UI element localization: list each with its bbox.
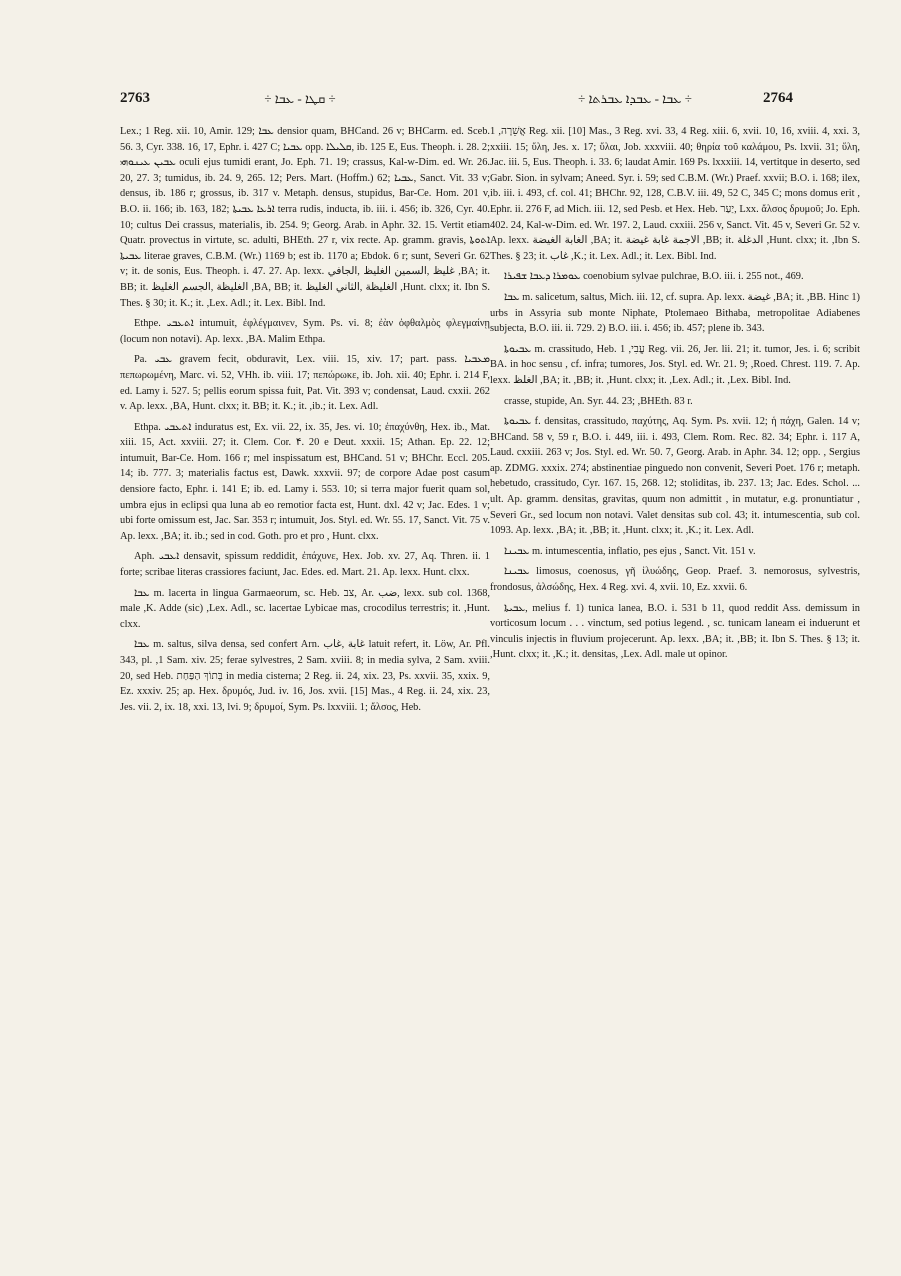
left-running-head: ÷ ܩܛܐ - ܥܒܐ ÷ xyxy=(264,91,336,106)
page-header xyxy=(0,90,901,112)
entry-paragraph: ܥܒܝܘܬܐ m. crassitudo, Heb. עֳבִי, 1 Reg. vii. 26, Jer. lii. 21; it. tumor, Jes. i. 6; scribit BA. in hoc sensu , cf. infra; tumores, Jos. Styl. ed. Wr. 21. 9; ,Roed. Chrest. 119. 7. Ap. lexx. الغلظ ,BA; it. ,BB; it. ,Hunt. clxx; it. ,Lex. Adl.; it. ,Lex. Bibl. Ind. xyxy=(490,343,860,386)
entry-paragraph: ܥܘܡܪܐ ܕܥܒܐ ܫܦܝܪܐ coenobium sylvae pulchrae, B.O. iii. i. 255 not., 469. xyxy=(504,271,804,283)
entry-paragraph: Aph. ܐܥܒܝ densavit, spissum reddidit, ἐπάχυνε, Hex. Job. xv. 27, Aq. Thren. ii. 1 forte; scribae literas crassiores faciunt, Jac. Edes. ed. Mart. 21. Ap. lexx. Hunt. clxx. xyxy=(120,551,490,579)
entry-paragraph: Ethpe. ܐܬܥܒܝ intumuit, ἐφλέγμαινεν, Sym. Ps. vi. 8; ἐὰν ὀφθαλμὸς φλεγμαίνῃ (locum non notavi). Ap. lexx. ,BA. Malim Ethpa. xyxy=(120,318,490,345)
entry-paragraph: ܥܒܐ m. saltus, silva densa, sed confert Arn. غابة ,غاب latuit refert, it. Löw, Ar. Pfl. 343, pl. ,1 Sam. xiv. 25; ferae sylvestres, 2 Sam. xviii. 8; in media sylva, 2 Sam. xviii. 20, sed Heb. בְּתוֹךְ הַפַּחַת in media cisterna; 2 Reg. ii. 24, xix. 23, Ps. xxvii. 35, xxix. 9, Ez. xxxiv. 25; ap. Hex. δρυμός, Jud. iv. 16, Jos. xvii. [15] Mas., 4 Reg. ii. 24, xix. 23, Jes. vii. 2, ix. 18, xxi. 13, lvi. 9; δρυμοί, Sym. Ps. lxxviii. 1; ἄλσος, Heb. xyxy=(120,639,490,713)
entry-paragraph: ܥܒܐ m. lacerta in lingua Garmaeorum, sc. Heb. צב, Ar. ضب, lexx. sub col. 1368, male ,K. Adde (sic) ,Lex. Adl., sc. lacertae Lybicae mas, crocodilus terrestris; it. ,Hunt. clxx. xyxy=(120,587,490,630)
right-column xyxy=(490,124,860,1224)
right-page-number: 2764 xyxy=(763,90,793,106)
entry-paragraph: ܥܒܐ m. salicetum, saltus, Mich. iii. 12, cf. supra. Ap. lexx. غيضة ,BA; it. ,BB. Hinc 1) urbs in Assyria sub monte Niphate, Ptolemaeo Bithaba, metropolitae Adiabenes subjecta, B.O. iii. ii. 729. 2) B.O. iii. i. 456; ib. 457; plene ib. 343. xyxy=(490,291,860,335)
entry-paragraph: ܥܒܝܢܐ m. intumescentia, inflatio, pes ejus , Sanct. Vit. 151 v. xyxy=(504,545,756,557)
entry-paragraph: ܥܒܝܬܐ, melius f. 1) tunica lanea, B.O. i. 531 b 11, quod reddit Ass. demissum in vorticosum locum . . . vinctum, sed potius legend. , sc. tunicam laneam ei induerunt et vinculis injectis in fluvium projecerunt. Ap. lexx. ,BA; it. ,BB; it. Ibn S. Thes. § 13; it. ,Hunt. clxx; it. ,K.; it. densitas, ,Lex. Adl. male ut opinor. xyxy=(490,602,860,661)
right-running-head: ÷ ܥܒܐ - ܥܒܕܐ ܥܒܪܬܐ ÷ xyxy=(578,91,692,106)
left-column xyxy=(120,124,490,1224)
entry-paragraph: crasse, stupide, An. Syr. 44. 23; ,BHEth. 83 r. xyxy=(504,395,693,407)
entry-paragraph: ܥܒܝܘܬܐ f. densitas, crassitudo, παχύτης, Aq. Sym. Ps. xvii. 12; ἡ πάχη, Galen. 14 v; BHCand. 58 v, 59 r, B.O. i. 449, iii. i. 493, Clem. Rom. Rec. 82. 34; Ephr. i. 117 A, Laud. cxxiii. 263 v; Jos. Styl. ed. Wr. 50. 7, Georg. Arab. in Aphr. 34. 12; opp. , Sergius ap. ZDMG. xxxix. 274; abstinentiae pinguedo non convenit, Severi Poet. 176 r; metaph. hebetudo, crassitudo, Cyr. 167. 15, 268. 12; stoliditas, ib. 237. 13; Jac. Edes. Schol. ... ult. Ap. gramm. densitas, gravitas, quum non admittit , in mutatur, e.g. pronuntiatur , Severi Gr., sed locum non notavi. Valet densitas sub col. 43; it. intumescentia, sub col. 1093. Ap. lexx. ,BA; it. ,BB; it. ,Hunt. clxx; it. ,K.; it. Lex. Adl. xyxy=(490,416,860,537)
entry-paragraph: Ethpa. ܐܬܥܒܝ induratus est, Ex. vii. 22, ix. 35, Jes. vi. 10; ἐπαχύνθη, Hex. ib., Mat. xiii. 15, Act. xxviii. 27; it. Clem. Cor. ۴. 20 e Deut. xxxii. 15; Athan. Ep. 22. 12; intumuit, Bar-Ce. Hom. 166 r; mel inspissatum est, BHCand. 51 v; BHChr. Eccl. 205. 14; ib. 777. 3; materialis factus est, Dawk. xxxvii. 97; de corpore Adae post casum densiore facto, Ephr. i. 141 E; ib. ed. Lamy i. 553. 10; si terra major fuerit quam sol, umbra ejus in eclipsi qua luna ab eo remotior facta est, Hunt. dxl. 42 v; Jac. Edes. 1 v; ubi forte omissum est, Jac. Sar. 353 r; intumuit, Jos. Styl. ed. Wr. 55. 17, Sanct. Vit. 75 v. Ap. lexx. ,BA; it. ib.; sed in cod. Goth. pro et pro , Hunt. clxx. xyxy=(120,421,490,542)
entry-paragraph: אֲשֵׁרָה, 1 Reg. xii. [10] Mas., 3 Reg. xvi. 33, 4 Reg. xiii. 6, xvii. 10, 16, xviii. 4, xxi. 3, xxiii. 15; ὕλη, Jes. x. 17; ὕλαι, Job. xxxviii. 40; θηρία τοῦ καλάμου, Ps. lxvii. 31; ὕλη, Jac. iii. 5, Eus. Theoph. i. 33. 6; laudat Amir. 169 Ps. lxxxiii. 14, vertitque in deserto, sed Gabr. Sion. in sylvam; Aneed. Syr. i. 59; sed C.B.M. (Wr.) Praef. xxvii; B.O. i. 168; ilex, ib. iii. i. 493, cf. col. 41; BHChr. 92, 128, C.B.V. iii. 49, 52 C, 345 C; mons domus erit , Ephr. ii. 276 F, ad Mich. iii. 12, sed Pesb. et Hex. Heb. יַעַר, Lxx. ἄλσος δρυμοῦ; Jo. Eph. 402. 24, Kal-w-Dim. ed. Wr. 197. 2, Laud. cxxiii. 256 v, Sanct. Vit. 45 v, Severi Gr. 52 v. Ap. lexx. الغابة الغيضة ,BA; it. الاجمة غابة غيضة ,BB; it. الدغلة ,Hunt. clxx; it. ,Ibn S. Thes. § 23; it. غاب ,K.; it. Lex. Adl.; it. Lex. Bibl. Ind. xyxy=(490,126,860,262)
entry-paragraph: ܥܒܝܢܐ limosus, coenosus, γῆ ἰλυώδης, Geop. Praef. 3. nemorosus, sylvestris, frondosus, ἀλσώδης, Hex. 4 Reg. xvi. 4, xvii. 10, Ez. xxvii. 6. xyxy=(490,566,860,594)
entry-paragraph: Lex.; 1 Reg. xii. 10, Amir. 129; ܥܒܐ densior quam, BHCand. 26 v; BHCarm. ed. Sceb. 56. 3, Cyr. 338. 16, 17, Ephr. i. 427 C; ܥܒܝܐ opp. ܩܠܝܠܐ, ib. 125 E, Eus. Theoph. i. 28. 2; ܥܒܝܢ ܥܝܢܘܗܝ oculi ejus tumidi erant, Jo. Eph. 71. 19; crassus, Kal-w-Dim. ed. Wr. 26. 20, 27. 3; tumidus, ib. 24. 9, 265. 12; Pers. Mart. (Hoffm.) 62; ܥܒܝܐ, Sanct. Vit. 33 v; densus, ib. 186 r; grossus, ib. 317 v. Metaph. densus, stupidus, Bar-Ce. Hom. 201 v, B.O. ii. 166; ib. 163, 182; ܐܪܥܐ ܥܒܝܬܐ terra rudis, inducta, ib. iii. i. 456; ib. 326, Cyr. 40. 10; cultus Dei crassus, materialis, ib. 254. 9; Georg. Arab. in Aphr. 32. 15. Vertit etiam Quatr. provectus in virtute, sc. adulti, BHEth. 27 r, vix recte. Ap. gramm. gravis, ܐܬܘܬܐ ܥܒܝܬܐ literae graves, C.B.M. (Wr.) 1169 b; est ib. 1170 a; Ebdok. 6 r; sunt, Severi Gr. 62 v; it. de sonis, Eus. Theoph. i. 47. 27. Ap. lexx. غليظ ,السمين الغليظ ,الجافي ,BA; it. BB; it. الغليظة ,الجسم الغليظ ,BA, BB; it. الغليظة ,الثاني الغليظ ,Hunt. clxx; it. Ibn S. Thes. § 30; it. K.; it. ,Lex. Adl.; it. Lex. Bibl. Ind. xyxy=(120,126,490,309)
entry-paragraph: Pa. ܥܒܝ gravem fecit, obduravit, Lex. viii. 15, xiv. 17; part. pass. ܡܥܒܝܐ πεπωρωμένη, Marc. vi. 52, VHh. ib. viii. 17; πεπώρωκε, ib. Joh. xii. 40; Ephr. i. 214 F, ed. Lamy i. 527. 5; pellis eorum spissa fuit, Pat. Vit. 393 v; condensat, Laud. cxxii. 262 v. Ap. lexx. ,BA, Hunt. clxx; it. BB; it. K.; it. ,ib.; it. Lex. Adl. xyxy=(120,354,490,413)
left-page-number: 2763 xyxy=(120,90,150,106)
